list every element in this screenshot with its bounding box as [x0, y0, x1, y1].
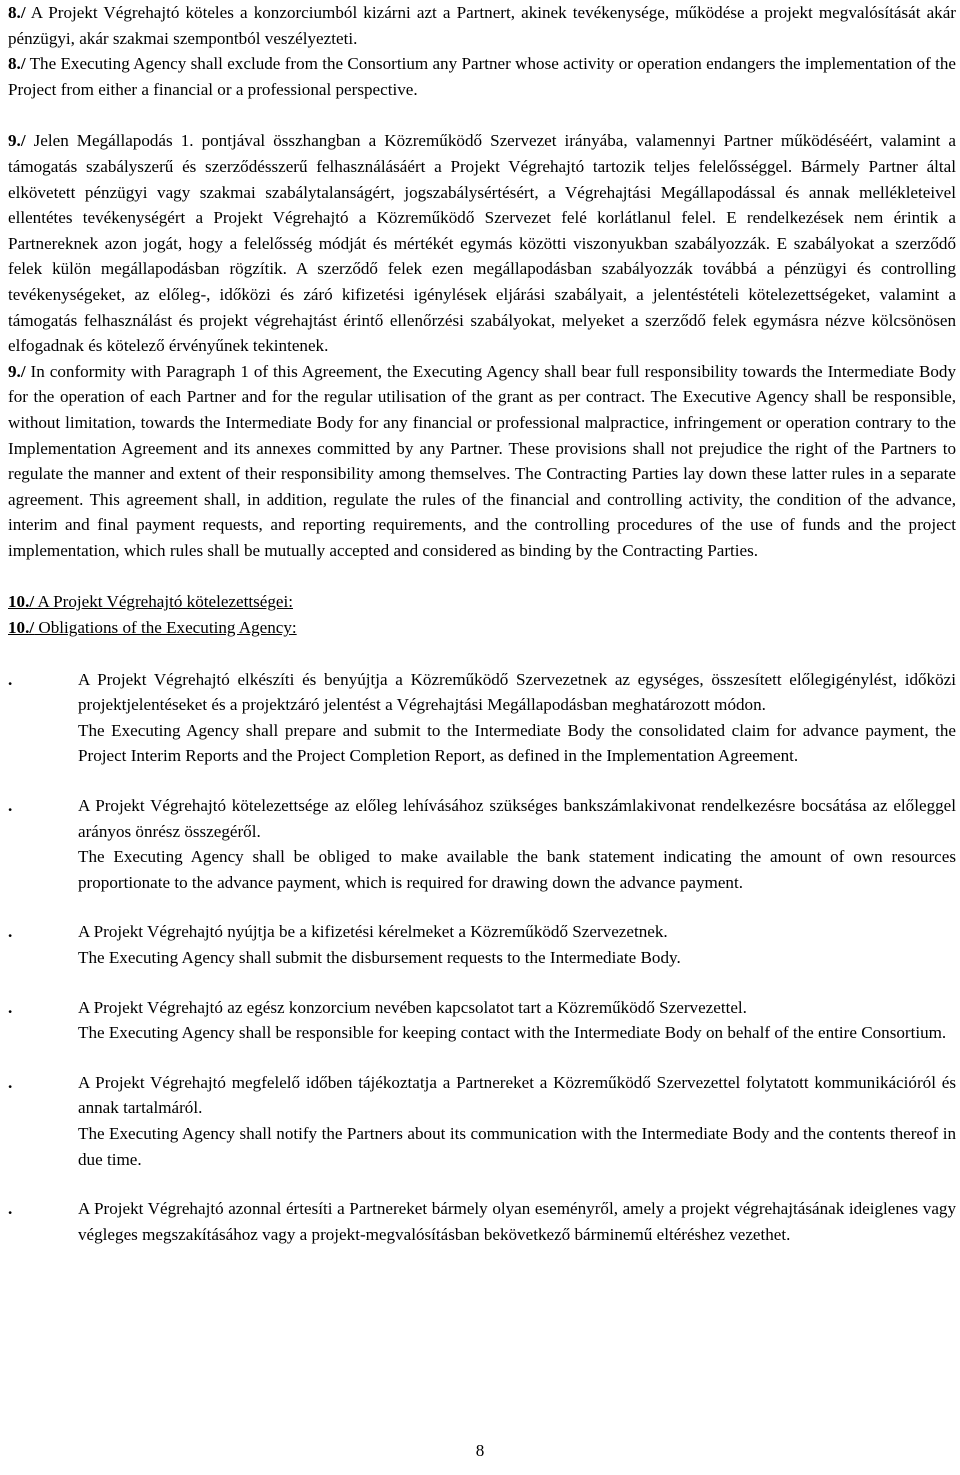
section-text: The Executing Agency shall exclude from the Consortium any Partner whose activity or operation endangers the implementation of the Project from either a financial or a professional perspective.	[8, 54, 956, 99]
page-number: 8	[475, 1441, 485, 1460]
bullet: .	[8, 922, 13, 942]
bullet: .	[8, 997, 13, 1017]
bullet: .	[8, 796, 13, 816]
section-number: 9./	[8, 131, 26, 151]
obligation-item-1	[8, 667, 956, 769]
section-10-hu-heading	[8, 589, 956, 615]
obligation-en: The Executing Agency shall prepare and submit to the Intermediate Body the consolidated claim for advance payment, the Project Interim Reports and the Project Completion Report, as defined in the Implementation Agreement.	[78, 720, 956, 766]
section-text: Jelen Megállapodás 1. pontjával összhangban a Közreműködő Szervezet irányába, valamennyi Partner működéséért, valamint a támogatás szabályszerű és szerződésszerű felhasználásáért a Projekt Végrehajtó tartozik teljes felelősséggel. Bármely Partner által elkövetett pénzügyi vagy szakmai szabálytalanságért, jogszabálysértésért, a Végrehajtási Megállapodással és annak mellékleteivel ellentétes tevékenységért a Projekt Végrehajtó a Közreműködő Szervezet felé korlátlanul felel. E rendelkezések nem érintik a Partnereknek azon jogát, hogy a felelősség módját és mértékét egymás közötti viszonyukban szabályozzák. E szabályokat a szerződő felek külön megállapodásban rögzítik. A szerződő felek ezen megállapodásban szabályozzák továbbá a pénzügyi és controlling tevékenységeket, az előleg-, időközi és záró kifizetési igénylések eljárási szabályait, a jelentéstételi kötelezettségeket, valamint a támogatás felhasználást és projekt végrehajtást érintő ellenőrzési szabályokat, melyeket a szerződő felek egymásra nézve kölcsönösen elfogadnak és kötelező érvényűnek tekintenek.	[8, 131, 956, 356]
section-number: 9./	[8, 361, 26, 381]
section-8-en	[8, 51, 956, 102]
section-9-en	[8, 359, 956, 564]
section-10-en-heading	[8, 615, 956, 641]
section-9-hu	[8, 128, 956, 358]
obligation-item-6	[8, 1196, 956, 1247]
obligation-en: The Executing Agency shall be responsible for keeping contact with the Intermediate Body on behalf of the entire Consortium.	[78, 1023, 947, 1043]
obligation-item-4	[8, 995, 956, 1046]
obligation-en: The Executing Agency shall submit the disbursement requests to the Intermediate Body.	[78, 948, 681, 967]
obligation-hu: A Projekt Végrehajtó kötelezettsége az előleg lehívásához szükséges bankszámlakivonat rendelkezésre bocsátása az előleggel arányos önrész összegéről.	[78, 796, 956, 841]
obligations-list	[8, 667, 956, 1248]
document-page	[8, 0, 956, 1247]
obligation-hu: A Projekt Végrehajtó azonnal értesíti a Partnereket bármely olyan eseményről, amely a projekt végrehajtásának ideiglenes vagy végleges megszakításához vagy a projekt-megvalósításban bekövetkező bárminemű eltéréshez vezethet.	[78, 1199, 956, 1244]
obligation-hu: A Projekt Végrehajtó az egész konzorcium nevében kapcsolatot tart a Közreműködő Szervezettel.	[78, 997, 747, 1017]
section-text: In conformity with Paragraph 1 of this Agreement, the Executing Agency shall bear full responsibility towards the Intermediate Body for the operation of each Partner and for the regular utilisation of the grant as per contract. The Executive Agency shall be responsible, without limitation, towards the Intermediate Body for any financial or professional malpractice, infringement or operation contrary to the Implementation Agreement and its annexes committed by any Partner. These provisions shall not prejudice the right of the Partners to regulate the manner and extent of their responsibility among themselves. The Contracting Parties lay down these latter rules in a separate agreement. This agreement shall, in addition, regulate the rules of the financial and controlling activity, the condition of the advance, interim and final payment requests, and reporting requirements, and the controlling procedures of the use of funds and the project implementation, which rules shall be mutually accepted and considered as binding by the Contracting Parties.	[8, 361, 956, 560]
bullet: .	[8, 1199, 13, 1219]
section-heading-text: Obligations of the Executing Agency:	[34, 618, 297, 638]
section-number: 10./	[8, 618, 35, 638]
obligation-en: The Executing Agency shall be obliged to make available the bank statement indicating the amount of own resources proportionate to the advance payment, which is required for drawing down the advance payment.	[78, 847, 956, 892]
section-text: A Projekt Végrehajtó köteles a konzorciumból kizárni azt a Partnert, akinek tevékenysége, működése a projekt megvalósítását akár pénzügyi, akár szakmai szempontból veszélyezteti.	[8, 3, 956, 48]
obligation-item-5	[8, 1070, 956, 1172]
section-8-hu	[8, 0, 956, 51]
bullet: .	[8, 669, 13, 689]
section-number: 10./	[8, 592, 35, 612]
obligation-hu: A Projekt Végrehajtó elkészíti és benyújtja a Közreműködő Szervezetnek az egységes, összesített előlegigénylést, időközi projektjelentéseket és a projektzáró jelentést a Végrehajtási Megállapodásban meghatározott módon.	[78, 669, 956, 715]
obligation-item-2	[8, 793, 956, 895]
obligation-item-3	[8, 919, 956, 970]
section-number: 8./	[8, 54, 26, 74]
obligation-hu: A Projekt Végrehajtó nyújtja be a kifizetési kérelmeket a Közreműködő Szervezetnek.	[78, 922, 668, 942]
section-number: 8./	[8, 3, 26, 22]
obligation-en: The Executing Agency shall notify the Partners about its communication with the Intermediate Body and the contents thereof in due time.	[78, 1123, 956, 1169]
section-heading-text: A Projekt Végrehajtó kötelezettségei:	[34, 592, 293, 612]
bullet: .	[8, 1072, 13, 1092]
obligation-hu: A Projekt Végrehajtó megfelelő időben tájékoztatja a Partnereket a Közreműködő Szervezettel folytatott kommunikációról és annak tartalmáról.	[78, 1072, 956, 1118]
